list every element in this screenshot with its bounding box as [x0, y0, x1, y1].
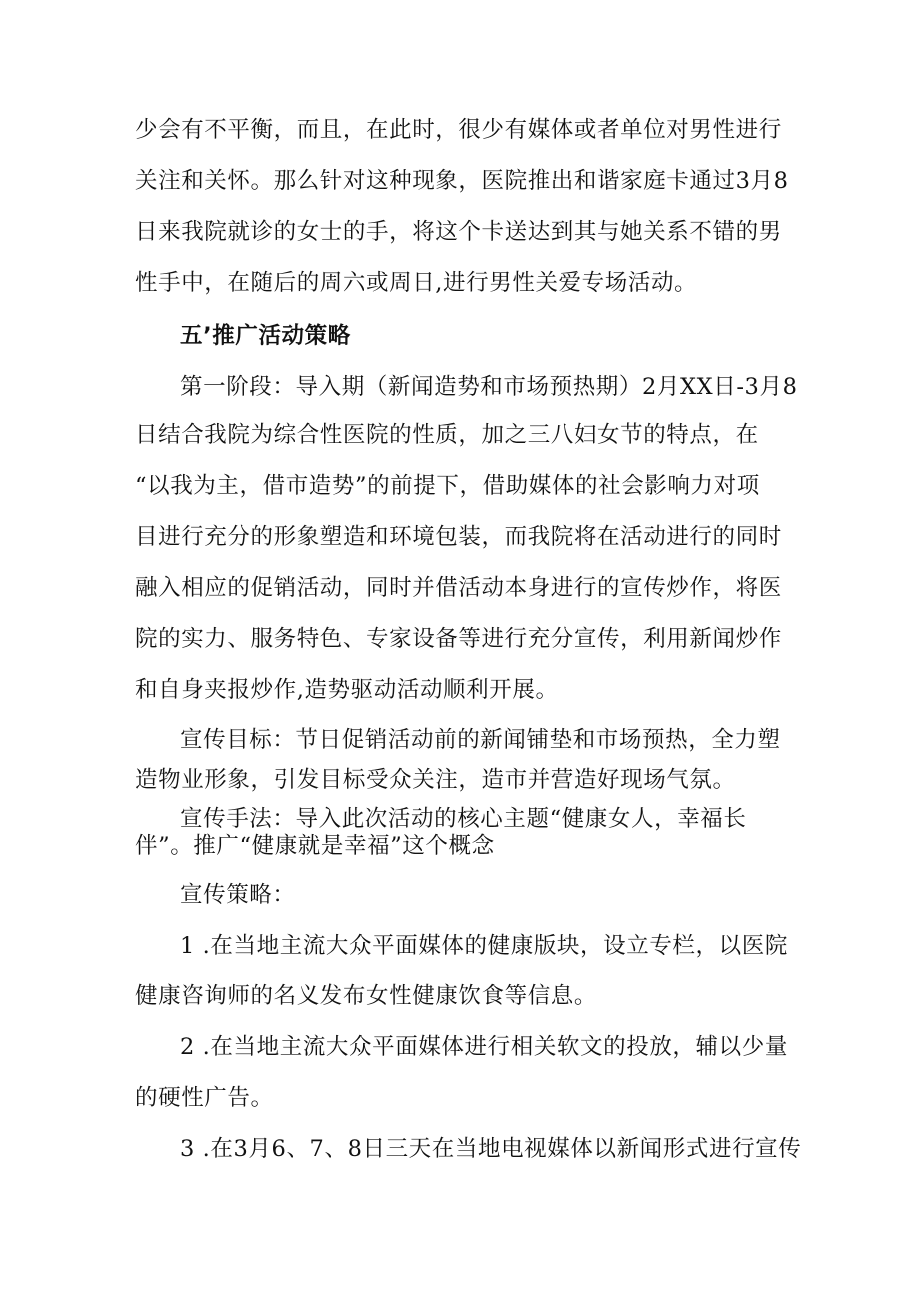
text-line: 少会有不平衡，而且，在此时，很少有媒体或者单位对男性进行	[135, 117, 782, 143]
list-item-3: 3 .在3月6、7、8日三天在当地电视媒体以新闻形式进行宣传	[180, 1136, 802, 1162]
text-line: 性手中，在随后的周六或周日,进行男性关爱专场活动。	[135, 270, 698, 296]
paragraph-start-line: 宣传策略：	[180, 882, 296, 908]
paragraph-start-line: 宣传手法：导入此次活动的核心主题“健康女人，幸福长	[180, 806, 747, 832]
text-line: 造物业形象，引发目标受众关注，造市并营造好现场气氛。	[135, 767, 736, 793]
text-line: 的硬性广告。	[135, 1085, 274, 1111]
text-line: “以我为主，借市造势”的前提下，借助媒体的社会影响力对项	[135, 473, 760, 499]
text-line: 关注和关怀。那么针对这种现象，医院推出和谐家庭卡通过3月8	[135, 168, 789, 194]
text-line: 目进行充分的形象塑造和环境包装，而我院将在活动进行的同时	[135, 524, 782, 550]
text-line: 和自身夹报炒作,造势驱动活动顺利开展。	[135, 677, 559, 703]
list-item-1: 1 .在当地主流大众平面媒体的健康版块，设立专栏，以医院	[180, 933, 788, 959]
text-line: 伴”。推广“健康就是幸福”这个概念	[135, 833, 495, 859]
paragraph-start-line: 宣传目标：节日促销活动前的新闻铺垫和市场预热，全力塑	[180, 727, 781, 753]
section-heading: 五’推广活动策略	[180, 323, 351, 349]
text-line: 日来我院就诊的女士的手，将这个卡送达到其与她关系不错的男	[135, 219, 782, 245]
list-item-2: 2 .在当地主流大众平面媒体进行相关软文的投放，辅以少量	[180, 1034, 788, 1060]
text-line: 日结合我院为综合性医院的性质，加之三八妇女节的特点，在	[135, 422, 759, 448]
text-line: 院的实力、服务特色、专家设备等进行充分宣传，利用新闻炒作	[135, 626, 782, 652]
paragraph-start-line: 第一阶段：导入期（新闻造势和市场预热期）2月XX日-3月8	[180, 374, 798, 400]
text-line: 健康咨询师的名义发布女性健康饮食等信息。	[135, 983, 598, 1009]
text-line: 融入相应的促销活动，同时并借活动本身进行的宣传炒作，将医	[135, 575, 782, 601]
